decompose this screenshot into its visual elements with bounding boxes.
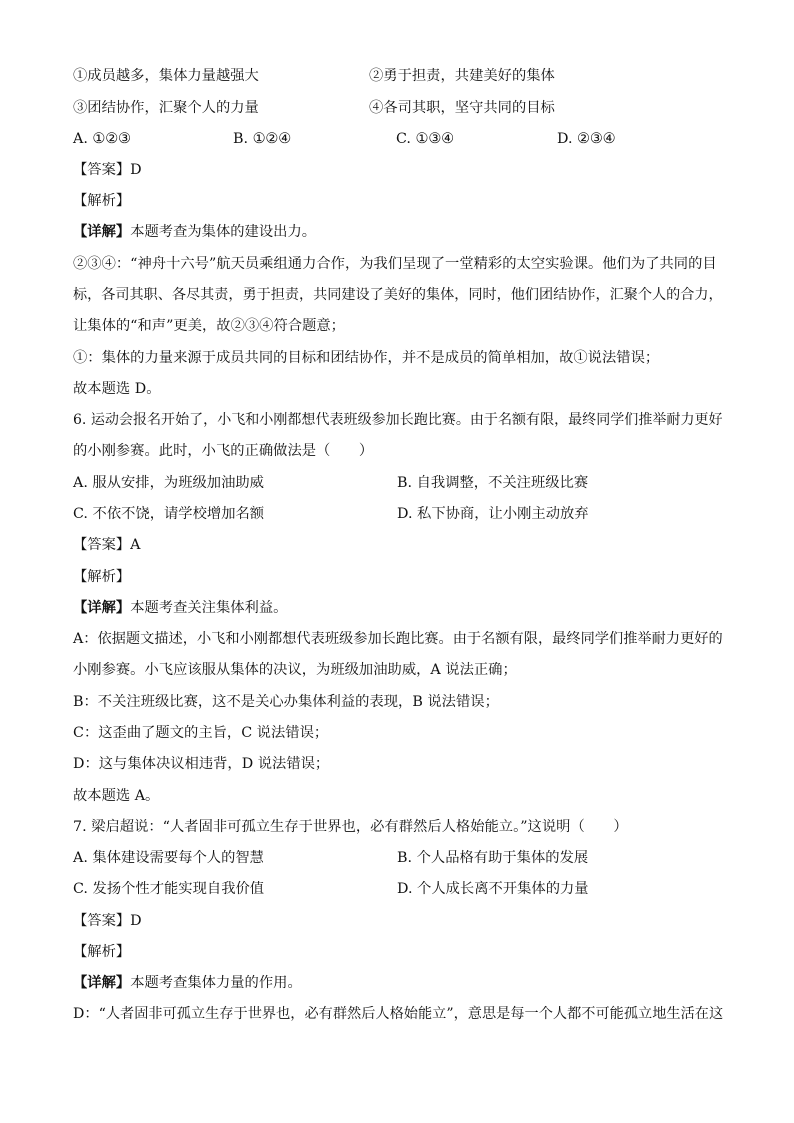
q7-options-row-1 — [73, 848, 723, 868]
q6-options-row-1 — [73, 473, 723, 493]
q5-explanation-line: 标，各司其职、各尽其责，勇于担责，共同建设了美好的集体，同时，他们团结协作，汇聚个人的合力， — [73, 287, 723, 303]
q6-explanation-line: A：依据题文描述，小飞和小刚都想代表班级参加长跑比赛。由于名额有限，最终同学们推举耐力更好的 — [73, 631, 723, 647]
q5-options — [73, 129, 723, 149]
q5-explanation-line: 让集体的“和声”更美，故②③④符合题意； — [73, 318, 345, 334]
q6-conclusion: 故本题选 A。 — [73, 788, 160, 804]
q6-option-b: B. 自我调整，不关注班级比赛 — [397, 475, 589, 491]
q7-explanation-line: D：“人者固非可孤立生存于世界也，必有群然后人格始能立”，意思是每一个人都不可能孤立地生活在这 — [73, 1006, 724, 1022]
q7-options-row-2 — [73, 879, 723, 899]
detail-text: 本题考查关注集体利益。 — [130, 600, 288, 616]
statements-row-2 — [73, 98, 723, 118]
q6-option-a: A. 服从安排，为班级加油助威 — [73, 475, 264, 491]
q6-detail — [73, 598, 723, 618]
detail-label: 【详解】 — [73, 224, 131, 240]
q6-explanation-line: 小刚参赛。小飞应该服从集体的决议，为班级加油助威，A 说法正确； — [73, 662, 517, 678]
q5-option-d: D. ②③④ — [557, 131, 616, 147]
q7-option-d: D. 个人成长离不开集体的力量 — [397, 881, 589, 897]
detail-text: 本题考查为集体的建设出力。 — [130, 224, 317, 240]
statements-row-1 — [73, 66, 723, 86]
q5-option-a: A. ①②③ — [73, 131, 131, 147]
detail-label: 【详解】 — [73, 600, 131, 616]
statement-4: ④各司其职，坚守共同的目标 — [369, 100, 555, 116]
q7-answer: 【答案】D — [73, 913, 142, 929]
q5-detail — [73, 222, 723, 242]
q5-analysis-heading: 【解析】 — [73, 193, 131, 209]
q7-option-c: C. 发扬个性才能实现自我价值 — [73, 881, 265, 897]
detail-text: 本题考查集体力量的作用。 — [130, 975, 302, 991]
q6-stem-line: 6. 运动会报名开始了，小飞和小刚都想代表班级参加长跑比赛。由于名额有限，最终同学们推举耐力更好 — [73, 412, 723, 428]
q5-option-c: C. ①③④ — [396, 131, 454, 147]
statement-2: ②勇于担责，共建美好的集体 — [369, 68, 555, 84]
q7-analysis-heading: 【解析】 — [73, 944, 131, 960]
q7-option-b: B. 个人品格有助于集体的发展 — [397, 850, 589, 866]
q6-option-c: C. 不依不饶，请学校增加名额 — [73, 506, 265, 522]
q5-answer: 【答案】D — [73, 162, 142, 178]
q5-explanation-line: ①：集体的力量来源于成员共同的目标和团结协作，并不是成员的简单相加，故①说法错误； — [73, 350, 660, 366]
q6-options-row-2 — [73, 504, 723, 524]
q7-option-a: A. 集体建设需要每个人的智慧 — [73, 850, 264, 866]
q5-option-b: B. ①②④ — [233, 131, 292, 147]
q6-answer: 【答案】A — [73, 537, 141, 553]
q6-stem-line: 的小刚参赛。此时，小飞的正确做法是（ ） — [73, 443, 374, 459]
statement-1: ①成员越多，集体力量越强大 — [73, 68, 259, 84]
q6-explanation-line: C：这歪曲了题文的主旨，C 说法错误； — [73, 725, 329, 741]
statement-3: ③团结协作，汇聚个人的力量 — [73, 100, 259, 116]
q7-stem: 7. 梁启超说：“人者固非可孤立生存于世界也，必有群然后人格始能立。”这说明（ ） — [73, 819, 628, 835]
q6-explanation-line: D：这与集体决议相违背，D 说法错误； — [73, 756, 330, 772]
q6-option-d: D. 私下协商，让小刚主动放弃 — [397, 506, 589, 522]
q7-detail — [73, 973, 723, 993]
q5-explanation-line: ②③④：“神舟十六号”航天员乘组通力合作，为我们呈现了一堂精彩的太空实验课。他们为了共同的目 — [73, 256, 717, 272]
q6-explanation-line: B：不关注班级比赛，这不是关心办集体利益的表现，B 说法错误； — [73, 694, 499, 710]
q5-conclusion: 故本题选 D。 — [73, 381, 161, 397]
q6-analysis-heading: 【解析】 — [73, 569, 131, 585]
detail-label: 【详解】 — [73, 975, 131, 991]
